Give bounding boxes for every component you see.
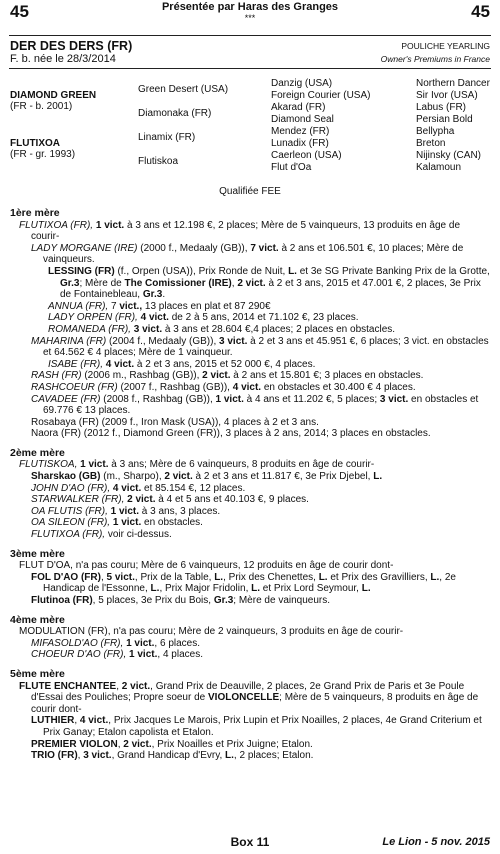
text-run: JOHN D'AO (FR), [31, 482, 113, 494]
produce-line [10, 715, 490, 738]
produce-line [10, 572, 490, 595]
text-run: en obstacles et 30.400 € 4 places. [261, 381, 416, 393]
text-run: LADY MORGANE (IRE) [31, 242, 141, 254]
pedigree-g3: Danzig (USA) [271, 78, 333, 89]
text-run: STARWALKER (FR), [31, 494, 128, 506]
text-run: , Grand Prix de Deauville, 2 places, 2e Grand Prix de Paris et 3e Poule d'Essai des Pouliches; Propre soeur de [31, 680, 465, 704]
text-run: de 2 à 5 ans, 2014 et 71.102 €, 23 places. [168, 312, 359, 324]
text-run: ; Mère de [79, 277, 125, 289]
text-run: 3 vict. [133, 323, 163, 335]
text-run: LUTHIER [31, 715, 75, 727]
pedigree-g3: Diamond Seal [271, 114, 334, 125]
divider [9, 68, 491, 69]
text-run: (f., Orpen (USA)), Prix Ronde de Nuit, [114, 265, 289, 277]
consignor-note: Owner's Premiums in France [380, 54, 490, 64]
text-run: FLUTISKOA, [19, 459, 81, 471]
produce-line [10, 266, 490, 301]
text-run: LADY ORPEN (FR), [48, 312, 141, 324]
text-run: 2 vict. [164, 471, 193, 483]
text-run: et Prix Lord Seymour, [260, 583, 362, 595]
text-run: 4 vict. [112, 482, 142, 494]
text-run: 3 vict. [219, 335, 248, 347]
produce-line [10, 750, 490, 762]
text-run: à 2 ans et 15.801 €; 3 places en obstacles. [230, 370, 424, 382]
text-run: L. [373, 471, 383, 483]
text-run: ROMANEDA (FR), [48, 323, 134, 335]
text-run: LESSING (FR) [48, 265, 115, 277]
pedigree-g4: Persian Bold [416, 114, 473, 125]
text-run: 4 vict. [232, 381, 262, 393]
text-run: 1 vict. [112, 517, 142, 529]
text-run: L. [288, 265, 297, 277]
section-title: 1ère mère [10, 207, 60, 219]
pedigree-g4: Bellypha [416, 126, 455, 137]
text-run: à 2 et 3 ans, 2015 et 52 000 €, 4 places. [134, 358, 316, 370]
text-run: L. [251, 583, 261, 595]
text-run: , Prix Jacques Le Marois, Prix Lupin et Prix Noailles, 2 places, 4e Grand Criterium et Prix Ganay; Etalon capolista et Etalon. [43, 715, 482, 738]
text-run: à 2 et 3 ans et 11.817 €, 3e Prix Djebel, [192, 471, 374, 483]
produce-line [10, 638, 490, 650]
presenter: Présentée par Haras des Granges [161, 1, 339, 13]
text-run: (2004 f., Medaaly (GB)), [108, 335, 220, 347]
text-run: , Prix Major Fridolin, [159, 583, 252, 595]
pedigree-g4: Northern Dancer [416, 78, 490, 89]
pedigree-g2: Green Desert (USA) [138, 84, 229, 95]
text-run: (2000 f., Medaaly (GB)), [140, 242, 251, 254]
text-run: à 3 ans, 3 places. [139, 505, 221, 517]
text-run: à 2 et 3 ans et 45.951 €, 6 places; 3 vict. en obstacles et 64.562 € 4 places; Mère de 1 vainqueur. [43, 335, 489, 359]
text-run: L. [361, 583, 371, 595]
text-run: voir ci-dessus. [107, 529, 172, 541]
pedigree-g2: Flutiskoa [138, 156, 179, 167]
produce-line [10, 301, 490, 313]
text-run: , 2 places; Etalon. [233, 750, 314, 762]
section-title: 4ème mère [10, 613, 65, 626]
lot-number: 45 [10, 2, 29, 21]
pedigree-g2: Diamonaka (FR) [138, 108, 212, 119]
dam-name: FLUTIXOA [10, 138, 60, 149]
dam-info: (FR - gr. 1993) [10, 149, 76, 160]
section-title: 2ème mère [10, 446, 65, 459]
text-run: et 3e SG Private Banking Prix de la Grotte, [296, 265, 490, 277]
pedigree-g3: Lunadix (FR) [271, 138, 329, 149]
text-run: , [116, 680, 122, 692]
produce-line [10, 649, 490, 661]
text-run: (2008 f., Rashbag (GB)), [103, 393, 216, 405]
text-run: 2 vict. [127, 494, 156, 506]
text-run: et Prix des Gravilliers, [327, 571, 431, 583]
text-run: Gr.3 [142, 289, 163, 301]
text-run: , [74, 715, 80, 727]
text-run: , [231, 277, 238, 289]
sire-name: DIAMOND GREEN [10, 90, 97, 101]
text-run: 5 vict. [106, 571, 135, 583]
sire-info: (FR - b. 2001) [10, 101, 73, 112]
text-run: 1 vict. [126, 637, 155, 649]
stars: *** [244, 13, 256, 23]
produce-line [10, 220, 490, 243]
pedigree-g4: Labus (FR) [416, 102, 467, 113]
text-run: à 3 ans et 12.198 €, 2 places; Mère de 5 vainqueurs, 13 produits en âge de courir- [31, 219, 461, 243]
divider [9, 35, 491, 36]
text-run: 2 vict. [202, 370, 231, 382]
text-run: 1 vict. [129, 649, 158, 661]
text-run: OA SILEON (FR), [31, 517, 113, 529]
text-run: Rosabaya (FR) (2009 f., Iron Mask (USA)), 4 places à 2 et 3 ans. [31, 416, 319, 428]
text-run: à 3 ans et 28.604 €,4 places; 2 places en obstacles. [162, 323, 396, 335]
text-run: 4 vict. [105, 358, 135, 370]
text-run: , 6 places. [154, 637, 201, 649]
text-run: L. [318, 571, 328, 583]
text-run: 13 places en plat et 87 290€ [142, 300, 271, 312]
text-run: RASH (FR) [31, 370, 85, 382]
text-run: MODULATION (FR), n'a pas couru; Mère de 2 vainqueurs, 3 produits en âge de courir- [19, 626, 404, 638]
text-run: Sharskao (GB) [31, 471, 101, 483]
produce-line [10, 626, 490, 638]
pedigree-g3: Mendez (FR) [271, 126, 330, 137]
text-run: 7 [110, 300, 120, 312]
text-run: 1 vict. [95, 219, 125, 231]
produce-record [10, 208, 490, 762]
text-run: (2006 m., Rashbag (GB)), [84, 370, 203, 382]
pedigree-g3: Caerleon (USA) [271, 150, 342, 161]
text-run: CAVADEE (FR) [31, 393, 104, 405]
text-run: 4 vict. [79, 715, 109, 727]
text-run: RASHCOEUR (FR) [31, 381, 121, 393]
text-run: à 4 ans et 11.202 €, 5 places; [243, 393, 380, 405]
text-run: , Prix des Chenettes, [223, 571, 319, 583]
produce-line [10, 417, 490, 429]
text-run: . [162, 289, 166, 301]
text-run: 2 vict. [121, 680, 151, 692]
text-run: 7 vict. [250, 242, 279, 254]
pedigree-g4: Breton [416, 138, 446, 149]
text-run: et 85.154 €, 12 places. [141, 482, 246, 494]
produce-line [10, 681, 490, 716]
pedigree-g4: Kalamoun [416, 162, 462, 173]
text-run: PREMIER VIOLON [31, 738, 118, 750]
pedigree-g2: Linamix (FR) [138, 132, 196, 143]
text-run: à 2 ans et 106.501 €, 10 places; Mère de vainqueurs. [43, 242, 464, 266]
text-run: OA FLUTIS (FR), [31, 505, 111, 517]
text-run: FLUTE ENCHANTEE [19, 680, 117, 692]
section-title: 5ème mère [10, 667, 65, 680]
text-run: 2 vict. [237, 277, 266, 289]
pedigree-g3: Akarad (FR) [271, 102, 326, 113]
text-run: ; Mère de vainqueurs. [233, 595, 331, 606]
text-run: MAHARINA (FR) [31, 335, 109, 347]
text-run: FLUTIXOA (FR), [19, 219, 96, 231]
produce-line [10, 370, 490, 382]
produce-line [10, 529, 490, 541]
text-run: ; Mère de 5 vainqueurs, 8 produits en âge de courir dont- [31, 692, 479, 715]
text-run: L. [225, 750, 234, 762]
qualification: Qualifiée FEE [219, 186, 281, 197]
text-run: Flutinoa (FR) [31, 595, 93, 606]
text-run: 1 vict. [110, 505, 139, 517]
text-run: CHOEUR D'AO (FR), [31, 649, 130, 661]
text-run: , 5 places, 3e Prix du Bois, [92, 595, 214, 606]
text-run: FLUTIXOA (FR), [31, 529, 108, 541]
pedigree-g4: Sir Ivor (USA) [416, 90, 478, 101]
text-run: VIOLONCELLE [208, 692, 280, 704]
text-run: à 3 ans; Mère de 6 vainqueurs, 8 produits en âge de courir- [108, 459, 375, 471]
produce-line [10, 560, 490, 572]
box-number: Box 11 [230, 835, 270, 849]
section-title: 3ème mère [10, 547, 65, 560]
text-run: Gr.3 [213, 595, 234, 606]
text-run: , Prix de la Table, [134, 571, 215, 583]
text-run: 1 vict. [80, 459, 109, 471]
text-run: ANNUA (FR), [48, 300, 111, 312]
produce-line [10, 459, 490, 471]
text-run: L. [150, 583, 160, 595]
text-run: FOL D'AO (FR) [31, 571, 101, 583]
text-run: à 4 et 5 ans et 40.103 €, 9 places. [155, 494, 309, 506]
produce-line [10, 336, 490, 359]
produce-line [10, 394, 490, 417]
text-run: (2007 f., Rashbag (GB)), [120, 381, 233, 393]
text-run: , 2e Handicap de l'Essonne, [43, 571, 456, 595]
text-run: 4 vict. [140, 312, 169, 324]
text-run: vict., [119, 300, 143, 312]
text-run: , Grand Handicap d'Evry, [111, 750, 226, 762]
text-run: ISABE (FR), [48, 358, 106, 370]
horse-category: POULICHE YEARLING [401, 41, 490, 51]
produce-line [10, 324, 490, 336]
text-run: Gr.3 [60, 277, 80, 289]
text-run: Naora (FR) (2012 f., Diamond Green (FR)), 3 places à 2 ans, 2014; 3 places en obstacles. [31, 428, 431, 440]
produce-line [10, 243, 490, 266]
lot-number-right: 45 [471, 2, 490, 21]
horse-description: F. b. née le 28/3/2014 [10, 53, 116, 65]
text-run: en obstacles. [141, 517, 203, 529]
produce-line [10, 506, 490, 518]
pedigree-g3: Foreign Courier (USA) [271, 90, 371, 101]
text-run: 3 vict. [83, 750, 112, 762]
text-run: , [117, 738, 124, 750]
produce-line [10, 428, 490, 440]
produce-line [10, 483, 490, 495]
produce-line [10, 494, 490, 506]
text-run: TRIO (FR) [31, 750, 78, 762]
text-run: 2 vict. [123, 738, 152, 750]
text-run: à 2 et 3 ans, 2015 et 47.001 €, 2 places, 3e Prix de Fontainebleau, [60, 277, 481, 301]
text-run: 1 vict. [215, 393, 244, 405]
text-run: , Prix Noailles et Prix Juigne; Etalon. [151, 738, 313, 750]
text-run: en obstacles et 69.776 € 13 places. [43, 393, 479, 417]
text-run: , [77, 750, 84, 762]
text-run: 3 vict. [379, 393, 409, 405]
pedigree-g3: Flut d'Oa [271, 162, 312, 173]
produce-line [10, 359, 490, 371]
sale-date: Le Lion - 5 nov. 2015 [382, 836, 490, 848]
text-run: L. [430, 571, 440, 583]
text-run: (m., Sharpo), [100, 471, 165, 483]
text-run: The Comissioner (IRE) [124, 277, 232, 289]
text-run: L. [214, 571, 224, 583]
produce-line [10, 312, 490, 324]
produce-line [10, 595, 490, 607]
produce-line [10, 382, 490, 394]
produce-line [10, 471, 490, 483]
text-run: , [100, 571, 107, 583]
text-run: FLUT D'OA, n'a pas couru; Mère de 6 vainqueurs, 12 produits en âge de courir dont- [19, 560, 394, 572]
text-run: MIFASOLD'AO (FR), [31, 637, 127, 649]
horse-name: DER DES DERS (FR) [10, 39, 133, 53]
text-run: , 4 places. [157, 649, 203, 661]
produce-line [10, 739, 490, 751]
produce-line [10, 517, 490, 529]
pedigree-g4: Nijinsky (CAN) [416, 150, 481, 161]
